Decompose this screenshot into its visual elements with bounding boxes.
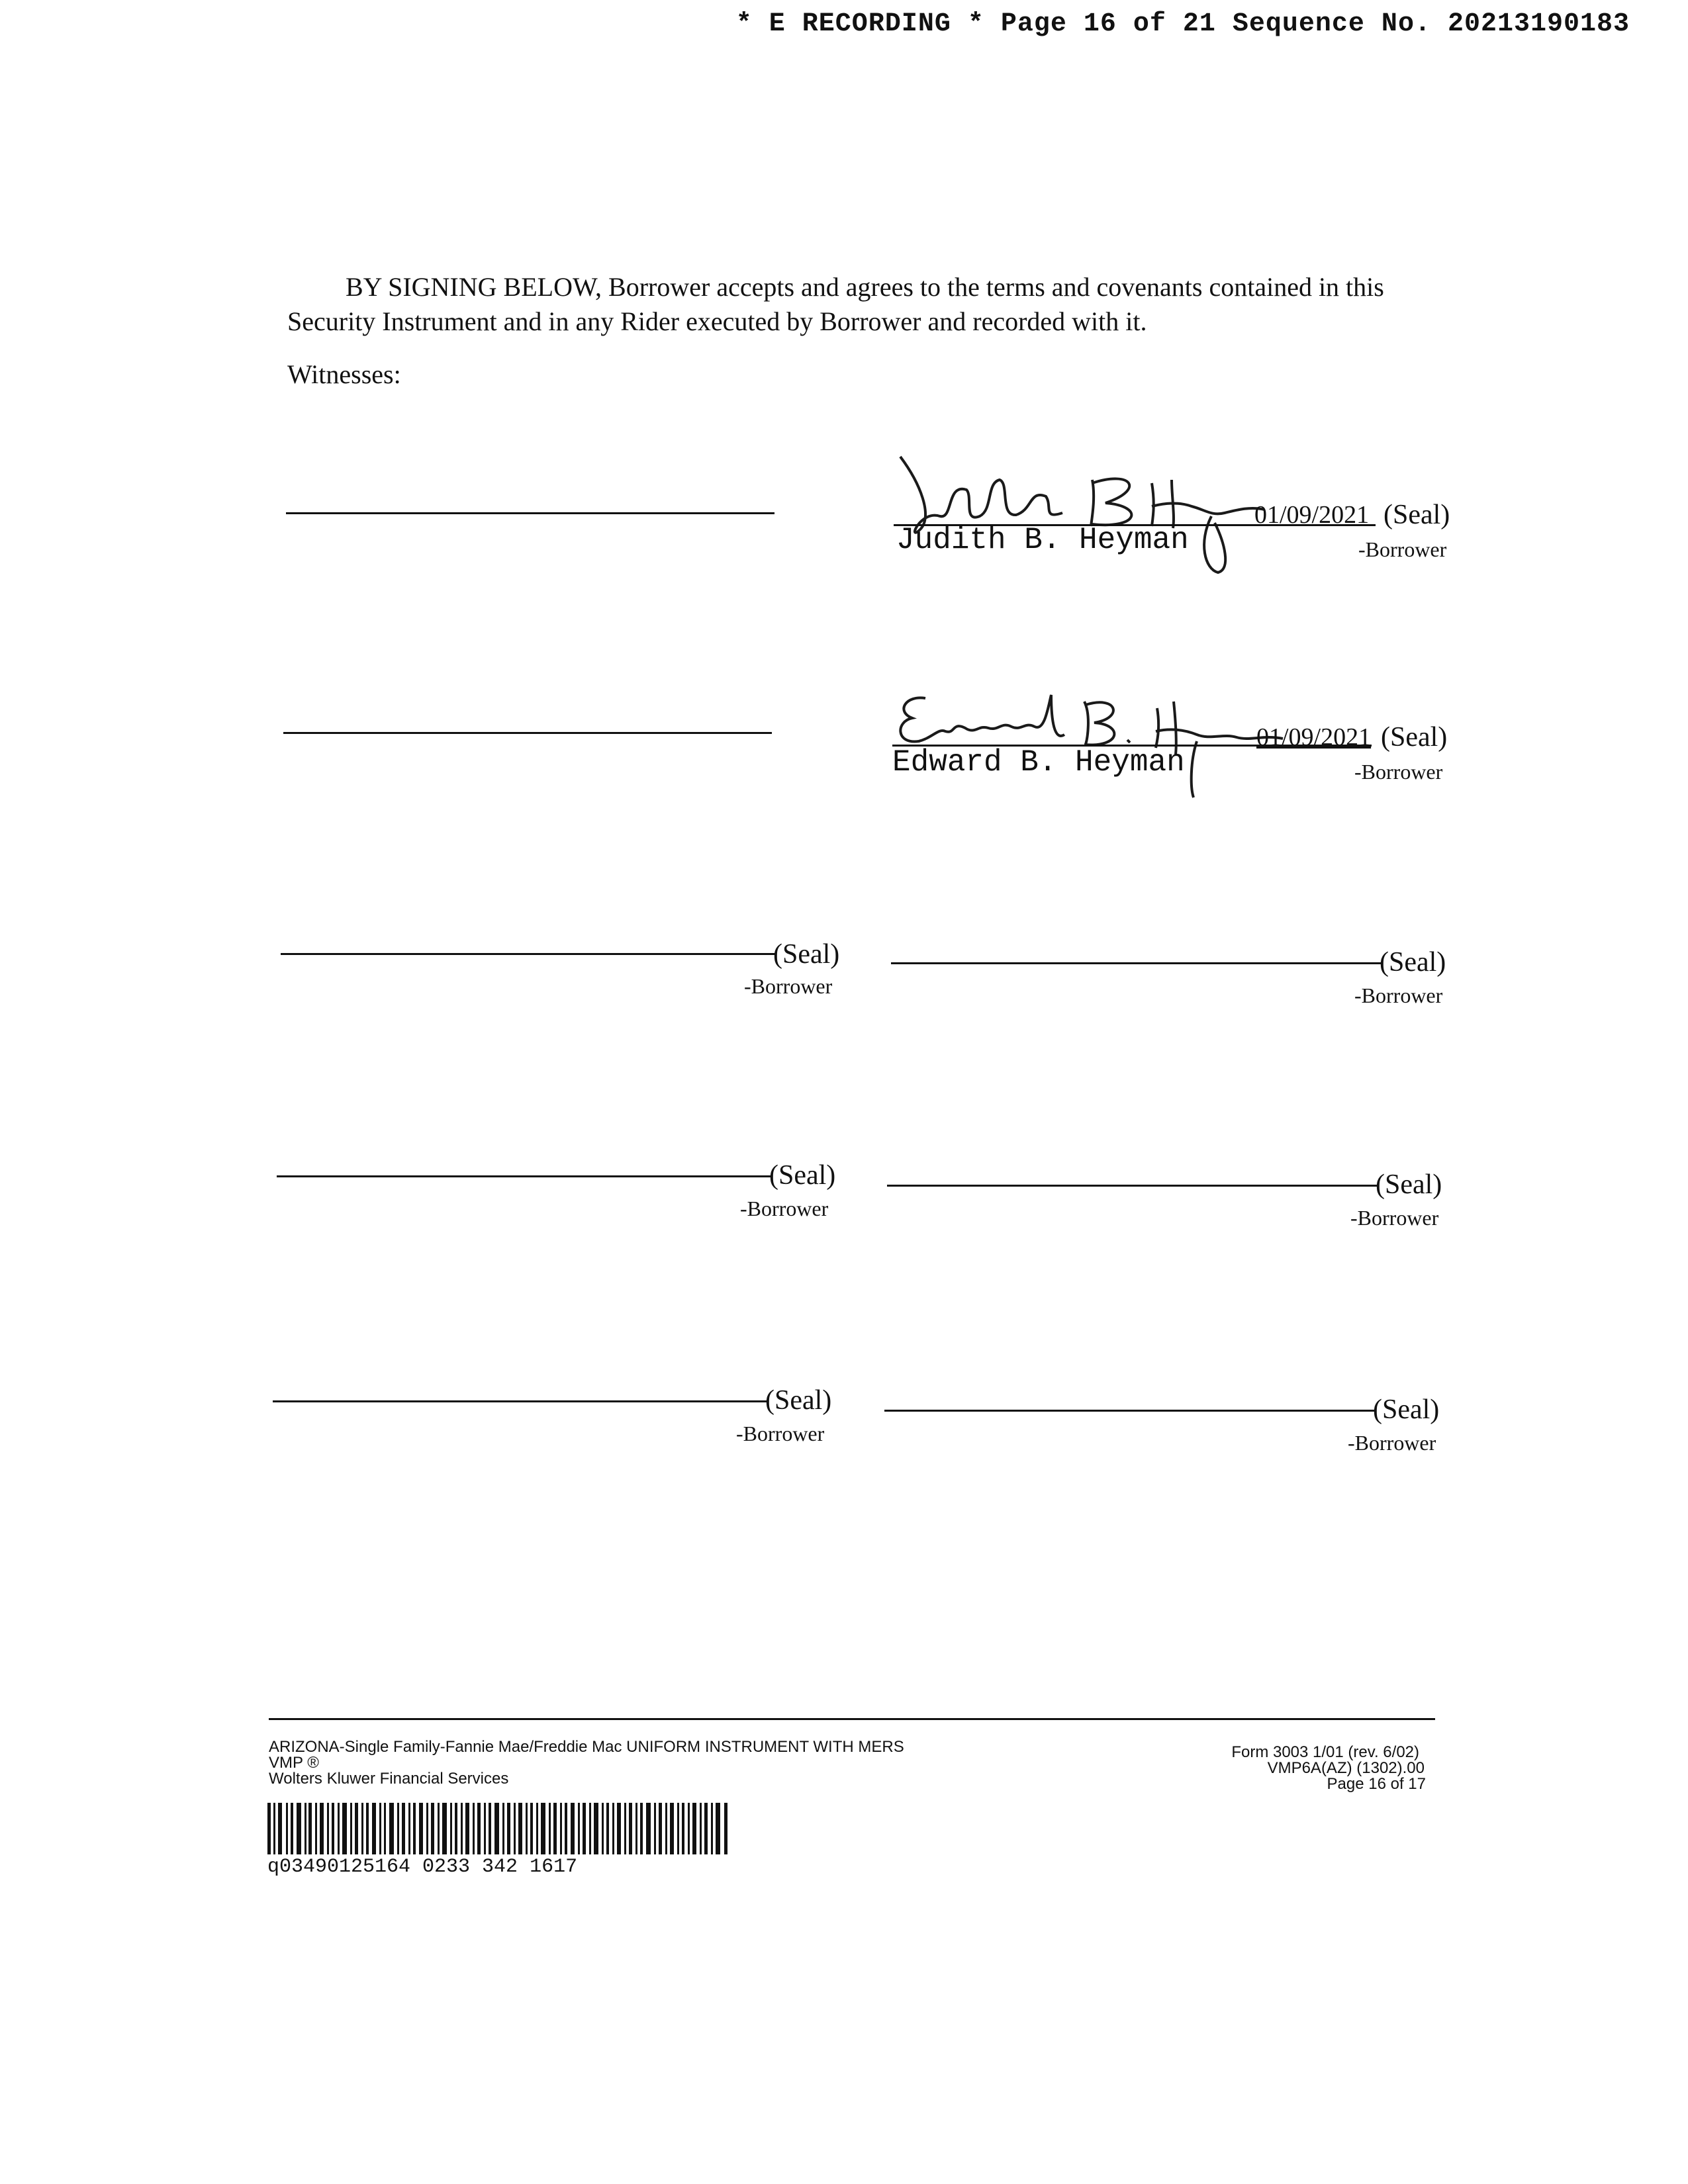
barcode — [267, 1803, 731, 1854]
recording-header: * E RECORDING * Page 16 of 21 Sequence No. 20213190183 — [735, 9, 1630, 39]
witness-line-1 — [286, 512, 774, 514]
acceptance-paragraph: BY SIGNING BELOW, Borrower accepts and agrees to the terms and covenants contained in this Security Instrument and in any Rider executed by Borrower and recorded with it. — [287, 272, 1384, 336]
footer-rule — [269, 1718, 1435, 1720]
blank-role-right-1: -Borrower — [1354, 983, 1443, 1007]
blank-signature-line-left-2 — [277, 1175, 772, 1177]
signature-date-judith: 01/09/2021 — [1254, 501, 1370, 529]
footer-form-number: Form 3003 1/01 (rev. 6/02) — [1231, 1743, 1419, 1761]
typed-name-edward: Edward B. Heyman — [892, 745, 1185, 780]
blank-role-right-2: -Borrower — [1350, 1206, 1439, 1230]
blank-seal-right-2: (Seal) — [1376, 1169, 1442, 1200]
footer-form-title: ARIZONA-Single Family-Fannie Mae/Freddie Mac UNIFORM INSTRUMENT WITH MERS — [269, 1738, 904, 1756]
role-label-edward: -Borrower — [1354, 760, 1443, 784]
blank-signature-line-left-3 — [273, 1400, 768, 1402]
blank-seal-left-1: (Seal) — [773, 939, 840, 970]
blank-role-left-3: -Borrower — [736, 1422, 825, 1445]
blank-role-left-2: -Borrower — [740, 1197, 829, 1220]
footer-form-code: VMP6A(AZ) (1302).00 — [1267, 1759, 1425, 1777]
barcode-graphic — [267, 1803, 731, 1854]
seal-label-judith: (Seal) — [1383, 500, 1450, 530]
footer-publisher: Wolters Kluwer Financial Services — [269, 1770, 509, 1788]
witnesses-label: Witnesses: — [287, 359, 401, 389]
signature-date-edward: 01/09/2021 — [1256, 723, 1372, 751]
blank-signature-line-right-3 — [884, 1410, 1374, 1412]
witness-line-2 — [283, 732, 772, 734]
blank-role-right-3: -Borrower — [1348, 1431, 1436, 1455]
footer-page-label: Page 16 of 17 — [1327, 1775, 1426, 1793]
blank-signature-line-right-2 — [887, 1185, 1377, 1187]
blank-seal-right-1: (Seal) — [1380, 947, 1446, 978]
blank-seal-right-3: (Seal) — [1373, 1394, 1440, 1425]
blank-seal-left-3: (Seal) — [765, 1385, 832, 1416]
blank-role-left-1: -Borrower — [744, 974, 833, 998]
barcode-number: q03490125164 0233 342 1617 — [267, 1856, 578, 1878]
blank-signature-line-left-1 — [281, 953, 776, 955]
blank-signature-line-right-1 — [891, 962, 1381, 964]
seal-label-edward: (Seal) — [1381, 722, 1448, 752]
role-label-judith: -Borrower — [1358, 537, 1447, 561]
blank-seal-left-2: (Seal) — [769, 1160, 836, 1191]
footer-vmp-mark: VMP ® — [269, 1754, 319, 1772]
typed-name-judith: Judith B. Heyman — [896, 523, 1189, 557]
